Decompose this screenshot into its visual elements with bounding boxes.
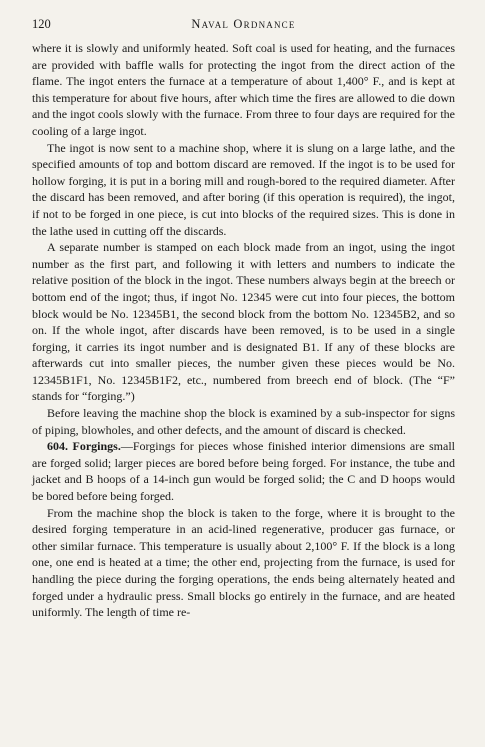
running-title: Naval Ordnance [191, 17, 296, 31]
page-number: 120 [32, 17, 51, 31]
section-text: —Forgings for pieces whose finished interior dimensions are small are forged solid; larger pieces are bored before being forged. For instance, the tube and jacket and B hoops of a 14-inch gun would be forged solid; the C and D hoops would be bored before being forged. [32, 439, 456, 504]
section-title: Forgings. [72, 439, 121, 454]
paragraph-inspection: Before leaving the machine shop the block is examined by a sub-inspector for signs of piping, blowholes, and other defects, and the amount of discard is checked. [32, 406, 455, 437]
paragraph-forgings-section [32, 438, 455, 504]
running-head [32, 12, 455, 34]
paragraph-ingot-heating: where it is slowly and uniformly heated. Soft coal is used for heating, and the furnaces are provided with baffle walls for protecting the ingot from the direct action of the flame. The ingot enters the furnace at a temperature of about 1,400° F., and is kept at this temperature for about five hours, after which time the fires are allowed to die down and the ingot cools slowly with the furnace. From three to four days are required for the cooling of a large ingot. [32, 41, 455, 138]
body-text [32, 40, 455, 621]
paragraph-block-numbering: A separate number is stamped on each block made from an ingot, using the ingot number as the first part, and following it with letters and numbers to indicate the relative position of the block in the ingot. These numbers always begin at the breech or bottom end of the ingot; thus, if ingot No. 12345 were cut into four pieces, the bottom block would be No. 12345B1, the second block from the bottom No. 12345B2, and so on. If the whole ingot, after discards have been removed, is to be used in a single forging, it carries its ingot number and is designated B1. If any of these blocks are afterwards cut into smaller pieces, the number given these pieces would be No. 12345B1F1, No. 12345B1F2, etc., numbered from breech end of block. (The “F” stands for “forging.”) [32, 240, 455, 404]
section-number: 604. [47, 439, 68, 454]
paragraph-forge-heating: From the machine shop the block is taken to the forge, where it is brought to the desired forging temperature in an acid-lined regenerative, producer gas furnace, or other similar furnace. This temperature is usually about 2,100° F. If the block is a long one, one end is heated at a time; the other end, projecting from the furnace, is used for handling the piece during the forging operations, the ends being alternately heated and forged under a hydraulic press. Small blocks go entirely in the furnace, and are heated uniformly. The length of time re- [32, 505, 455, 620]
paragraph-machine-shop: The ingot is now sent to a machine shop, where it is slung on a large lathe, and the specified amounts of top and bottom discard are removed. If the ingot is to be used for hollow forging, it is put in a boring mill and rough-bored to the required diameter. After the discard has been removed, and after boring (if this operation is required), the ingot, if not to be forged in one piece, is cut into blocks of the required sizes. This is done in the lathe used in cutting off the discards. [32, 140, 455, 238]
